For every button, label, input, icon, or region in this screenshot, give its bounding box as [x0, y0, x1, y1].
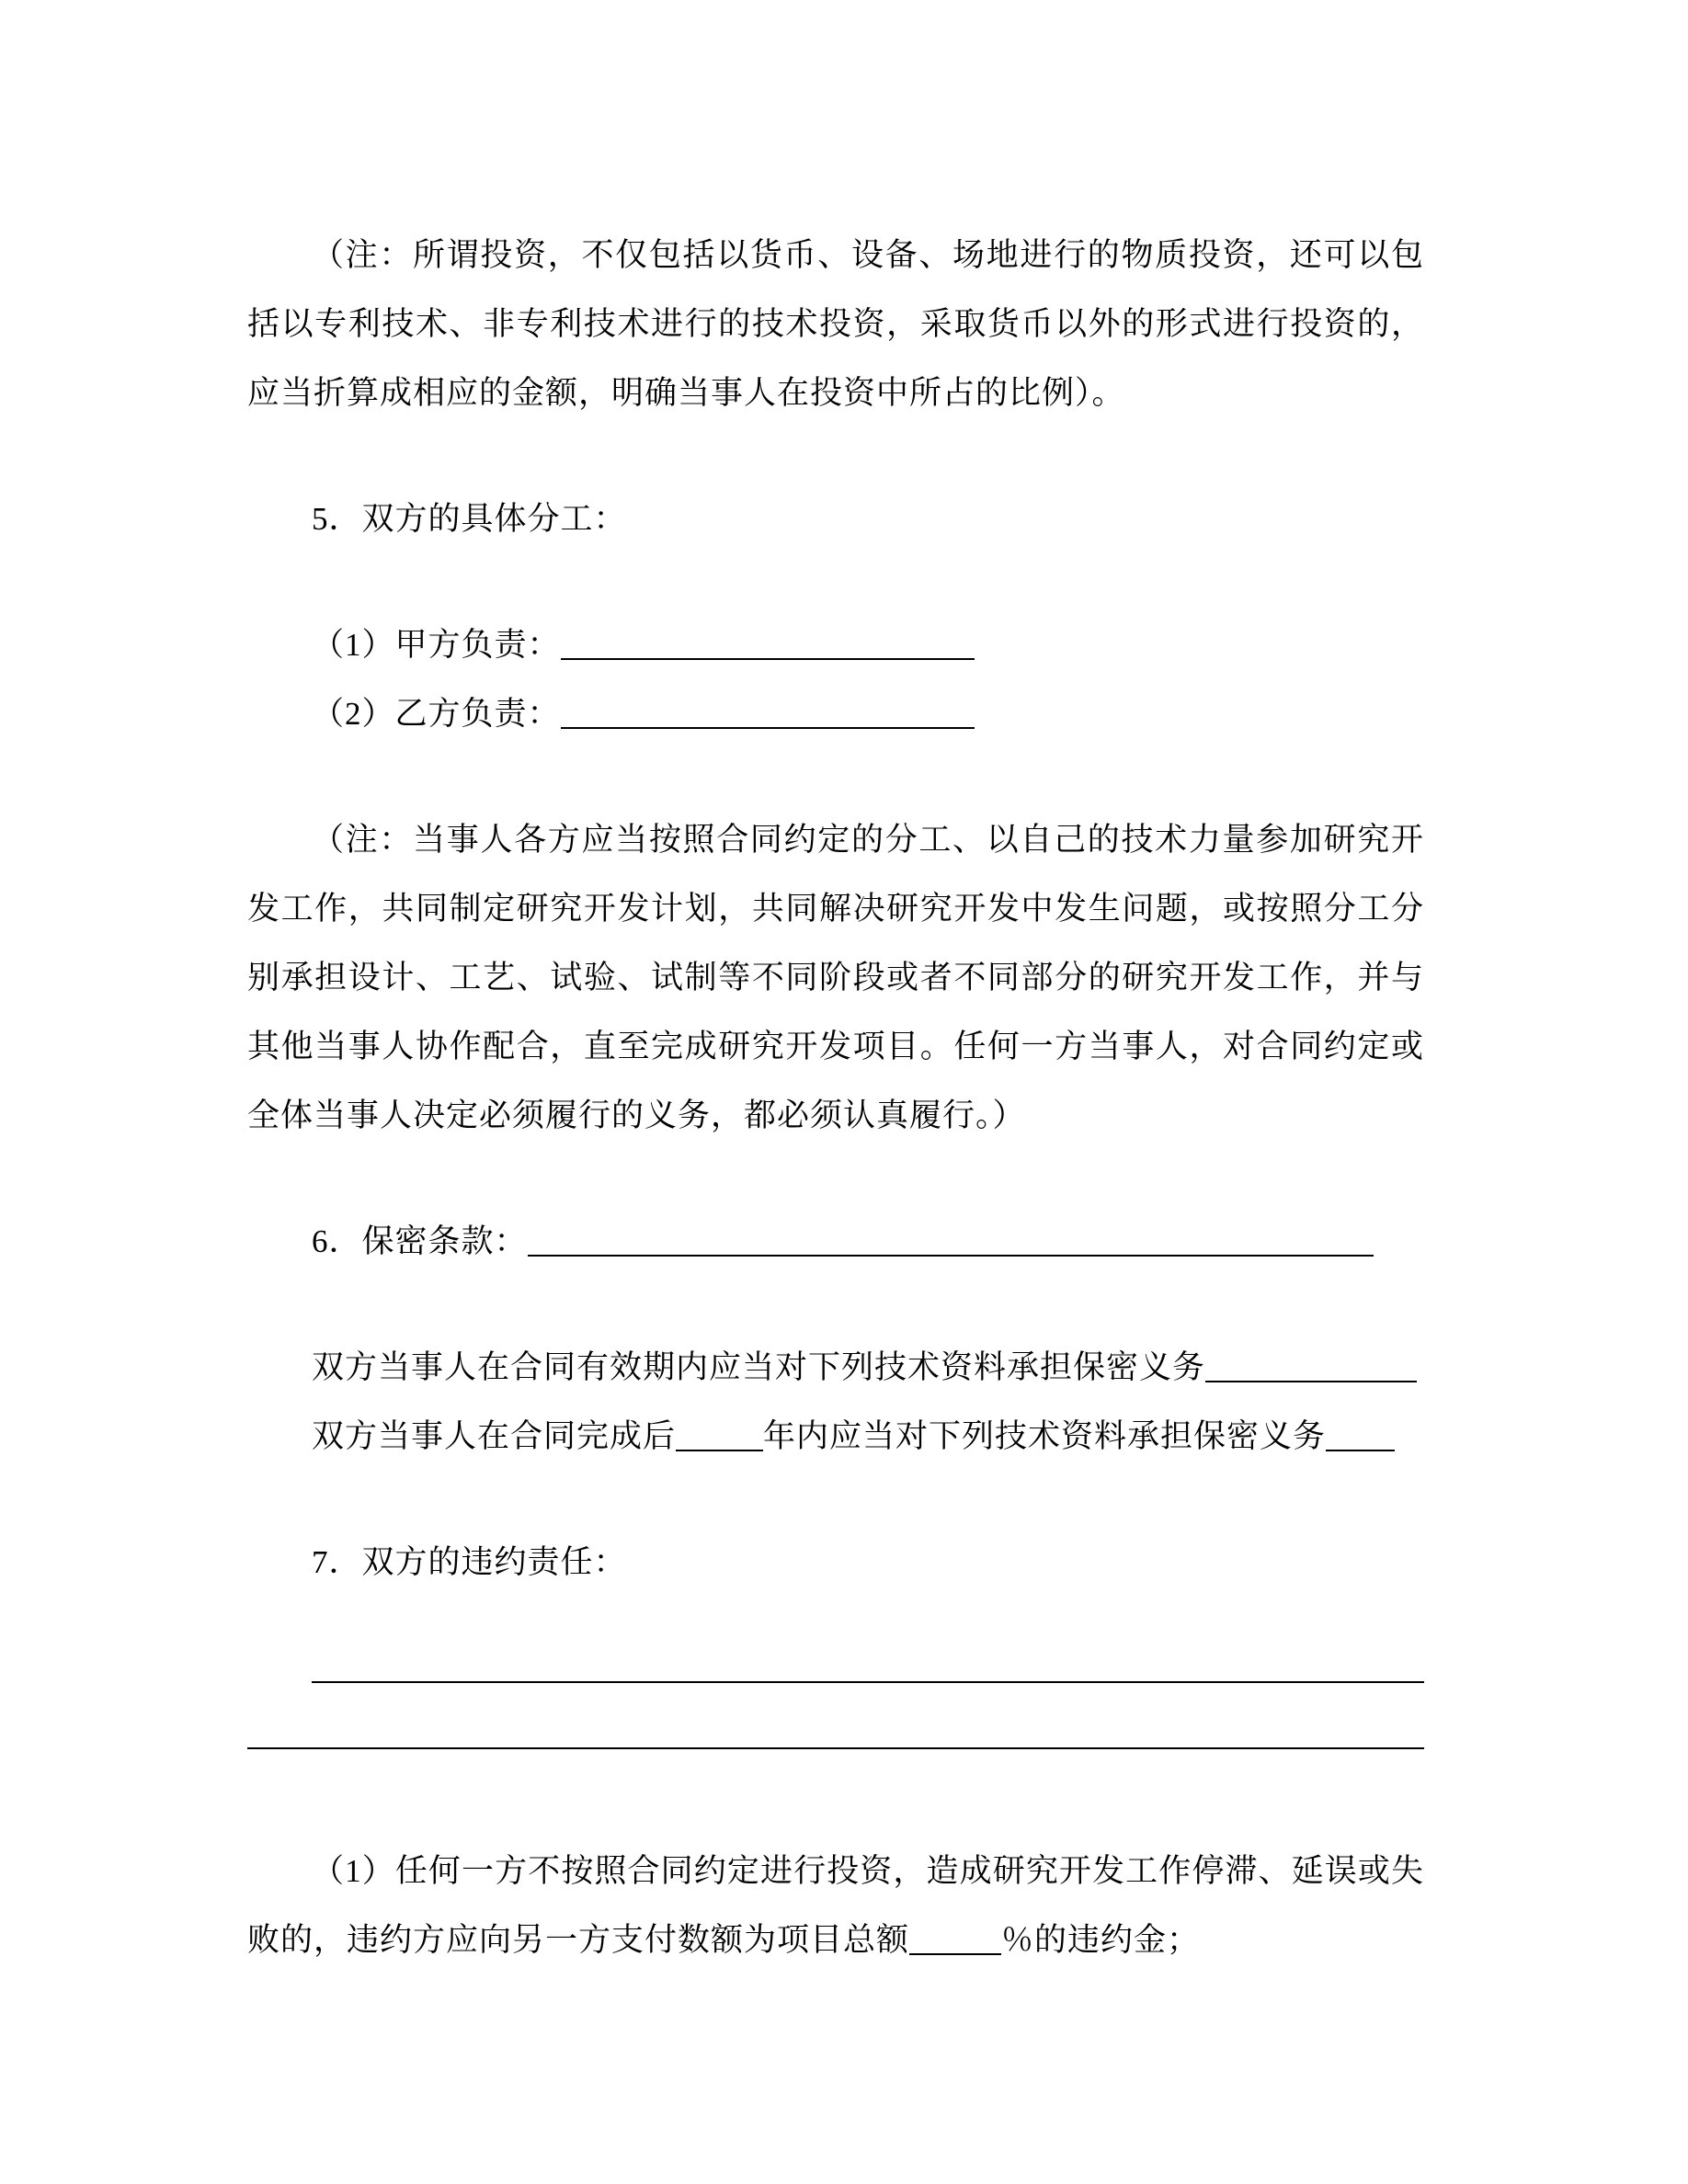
blank-line-1 — [312, 1681, 1424, 1683]
blank-penalty-percentage — [909, 1953, 1001, 1955]
clause6-label: 6．保密条款： — [312, 1223, 528, 1259]
confidential-line2 — [247, 1402, 1424, 1471]
clause5-title-text: 5．双方的具体分工： — [312, 501, 627, 537]
blank-party-b-duty — [561, 727, 975, 729]
clause7-title — [247, 1528, 1424, 1597]
confidential-line2-mid: 年内应当对下列技术资料承担保密义务 — [763, 1418, 1327, 1454]
breach-item1-post: ％的违约金； — [1001, 1922, 1201, 1958]
note-investment-text: （注：所谓投资，不仅包括以货币、设备、场地进行的物质投资，还可以包括以专利技术、非专利技术进行的技术投资，采取货币以外的形式进行投资的，应当折算成相应的金额，明确当事人在投资中所占的比例）。 — [247, 237, 1424, 411]
clause5-item2 — [247, 679, 1424, 748]
note-division — [247, 805, 1424, 1150]
confidential-line1-text: 双方当事人在合同有效期内应当对下列技术资料承担保密义务 — [312, 1349, 1206, 1385]
blank-confidentiality-clause — [528, 1255, 1374, 1257]
blank-party-a-duty — [561, 658, 975, 660]
note-investment — [247, 221, 1424, 427]
blank-years-after-completion — [676, 1450, 763, 1451]
blank-materials-during-term — [1205, 1381, 1417, 1382]
clause5-title — [247, 484, 1424, 553]
clause6-title — [247, 1207, 1424, 1276]
confidential-line1 — [247, 1333, 1424, 1402]
contract-page — [247, 221, 1424, 1974]
blank-materials-after-completion — [1326, 1450, 1395, 1451]
blank-line-2 — [247, 1747, 1424, 1749]
clause5-item1 — [247, 610, 1424, 679]
clause5-item2-label: （2）乙方负责： — [312, 696, 561, 732]
clause5-item1-label: （1）甲方负责： — [312, 627, 561, 663]
confidential-line2-pre: 双方当事人在合同完成后 — [312, 1418, 677, 1454]
note-division-text: （注：当事人各方应当按照合同约定的分工、以自己的技术力量参加研究开发工作，共同制定研究开发计划，共同解决研究开发中发生问题，或按照分工分别承担设计、工艺、试验、试制等不同阶段或者不同部分的研究开发工作，并与其他当事人协作配合，直至完成研究开发项目。任何一方当事人，对合同约定或全体当事人决定必须履行的义务，都必须认真履行。） — [247, 822, 1424, 1133]
clause7-title-text: 7．双方的违约责任： — [312, 1544, 627, 1580]
breach-item1 — [247, 1837, 1424, 1974]
breach-item1-pre: （1）任何一方不按照合同约定进行投资，造成研究开发工作停滞、延误或失败的，违约方应向另一方支付数额为项目总额 — [247, 1853, 1424, 1958]
